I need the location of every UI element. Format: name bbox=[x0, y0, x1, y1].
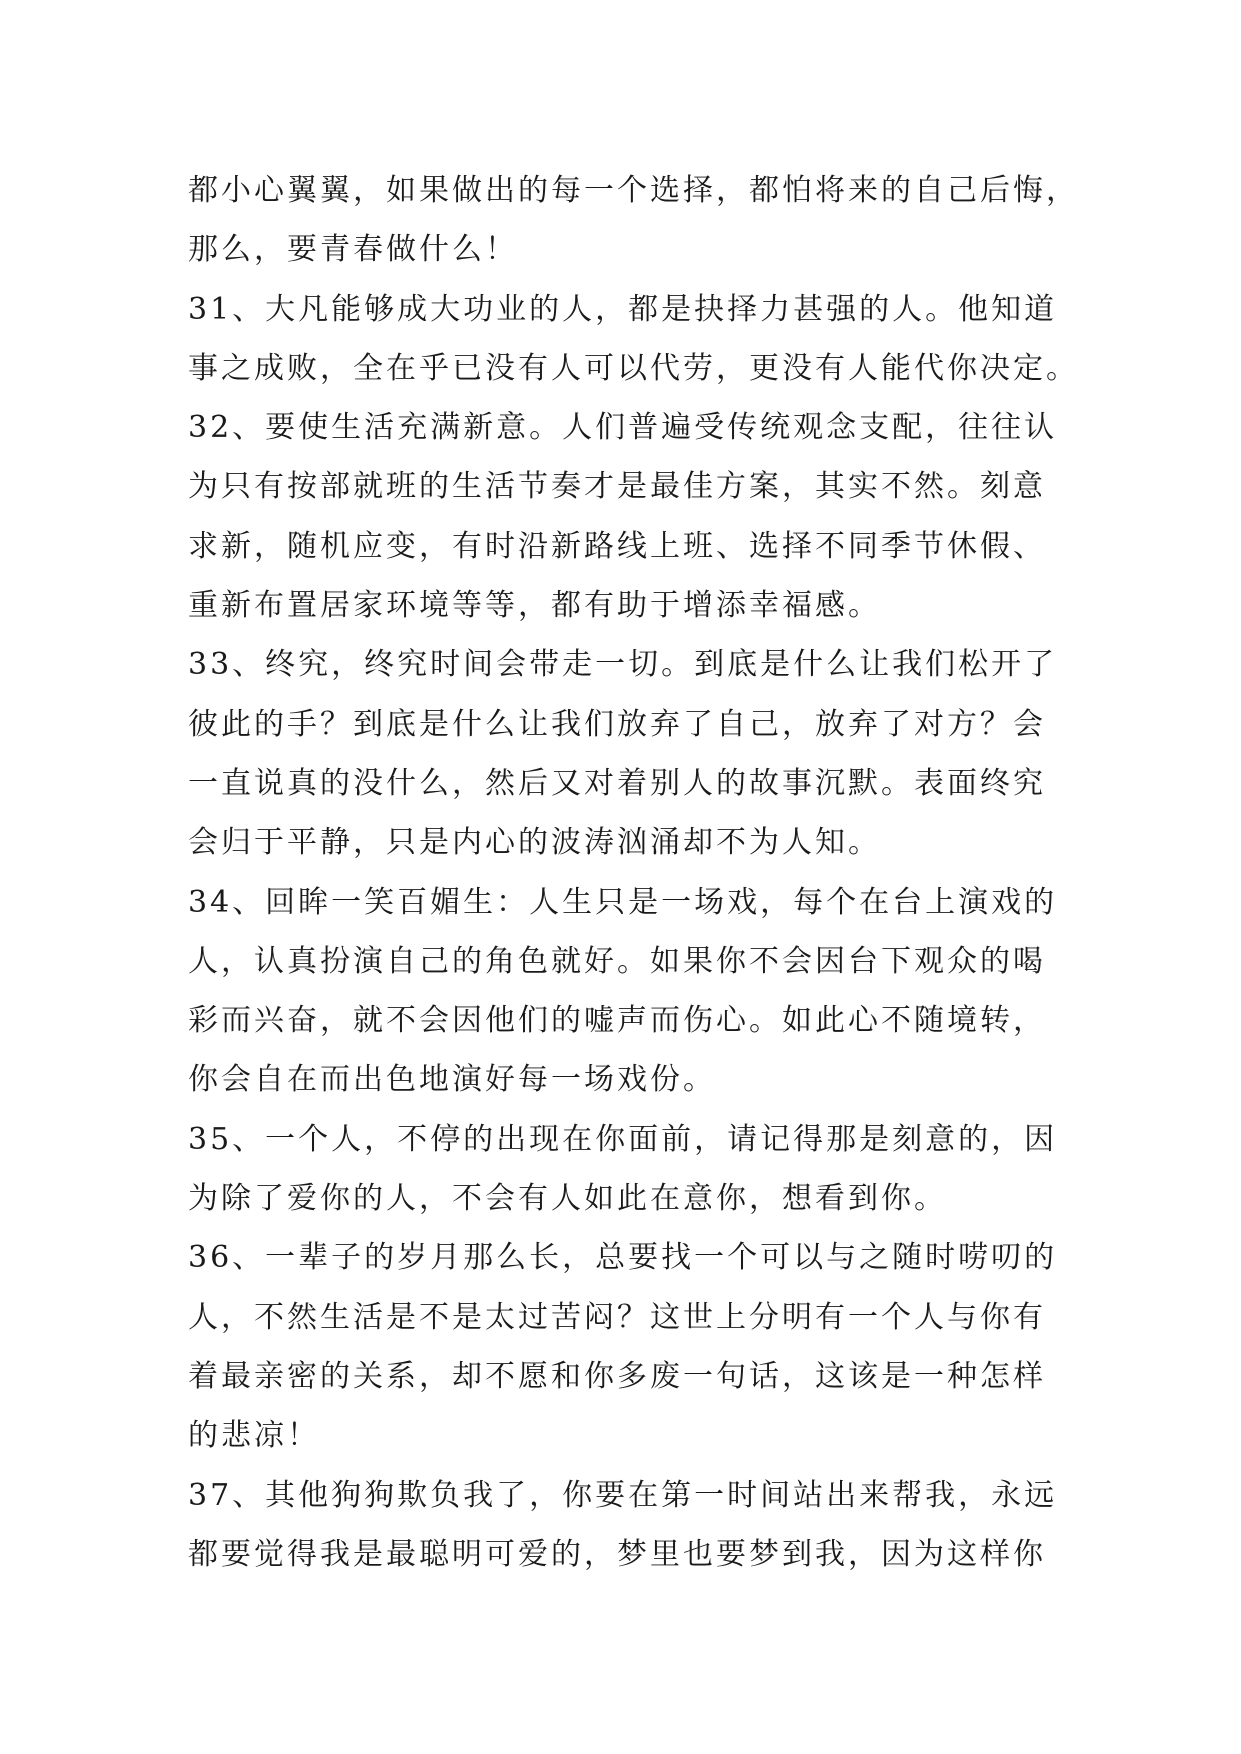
text-line: 那么，要青春做什么！ bbox=[188, 232, 518, 268]
text-line: 求新，随机应变，有时沿新路线上班、选择不同季节休假、 bbox=[188, 528, 1046, 564]
text-line: 37、其他狗狗欺负我了，你要在第一时间站出来帮我，永远 bbox=[188, 1477, 1058, 1513]
text-line: 31、大凡能够成大功业的人，都是抉择力甚强的人。他知道 bbox=[188, 291, 1058, 327]
text-line: 彼此的手？到底是什么让我们放弃了自己，放弃了对方？会 bbox=[188, 706, 1046, 742]
text-line: 一直说真的没什么，然后又对着别人的故事沉默。表面终究 bbox=[188, 765, 1046, 801]
body-text bbox=[188, 161, 1079, 1584]
text-line: 32、要使生活充满新意。人们普遍受传统观念支配，往往认 bbox=[188, 410, 1058, 446]
text-line: 都小心翼翼，如果做出的每一个选择，都怕将来的自己后悔， bbox=[188, 173, 1079, 208]
text-line: 你会自在而出色地演好每一场戏份。 bbox=[188, 1062, 716, 1098]
text-line: 重新布置居家环境等等，都有助于增添幸福感。 bbox=[188, 588, 881, 624]
text-line: 35、一个人，不停的出现在你面前，请记得那是刻意的，因 bbox=[188, 1121, 1058, 1157]
text-line: 34、回眸一笑百媚生：人生只是一场戏，每个在台上演戏的 bbox=[188, 884, 1058, 920]
text-line: 33、终究，终究时间会带走一切。到底是什么让我们松开了 bbox=[188, 647, 1058, 683]
text-line: 为只有按部就班的生活节奏才是最佳方案，其实不然。刻意 bbox=[188, 469, 1046, 505]
text-line: 36、一辈子的岁月那么长，总要找一个可以与之随时唠叨的 bbox=[188, 1240, 1058, 1276]
text-line: 为除了爱你的人，不会有人如此在意你，想看到你。 bbox=[188, 1181, 947, 1217]
text-line: 着最亲密的关系，却不愿和你多废一句话，这该是一种怎样 bbox=[188, 1358, 1046, 1394]
text-line: 会归于平静，只是内心的波涛汹涌却不为人知。 bbox=[188, 825, 881, 861]
text-line: 彩而兴奋，就不会因他们的嘘声而伤心。如此心不随境转， bbox=[188, 1003, 1046, 1039]
text-line: 事之成败，全在乎已没有人可以代劳，更没有人能代你决定。 bbox=[188, 350, 1079, 386]
text-line: 人，不然生活是不是太过苦闷？这世上分明有一个人与你有 bbox=[188, 1299, 1046, 1335]
text-line: 的悲凉！ bbox=[188, 1418, 320, 1454]
text-line: 人，认真扮演自己的角色就好。如果你不会因台下观众的喝 bbox=[188, 943, 1046, 979]
text-line: 都要觉得我是最聪明可爱的，梦里也要梦到我，因为这样你 bbox=[188, 1536, 1046, 1572]
